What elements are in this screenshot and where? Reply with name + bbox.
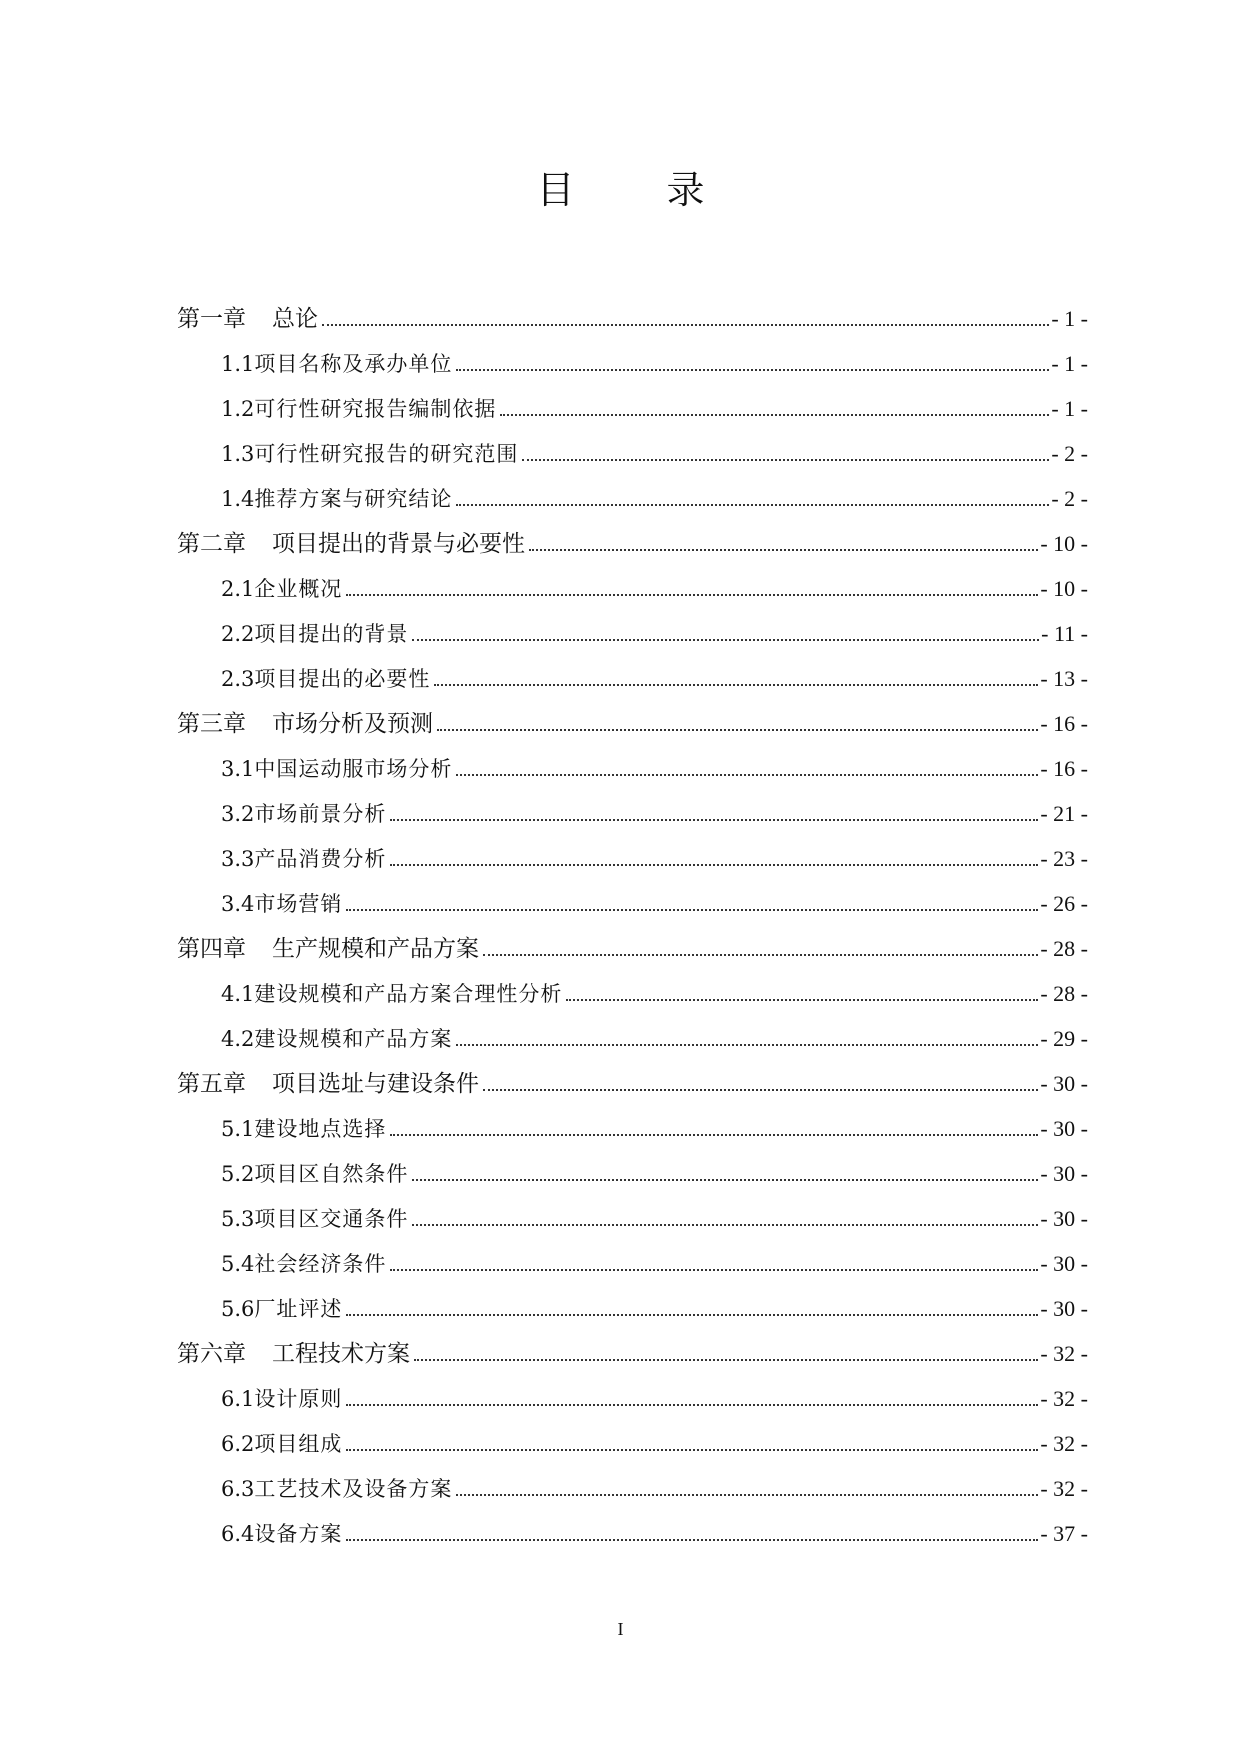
toc-section-entry[interactable] <box>177 1189 1088 1234</box>
toc-entry-title: 市场营销 <box>254 892 343 916</box>
toc-entry-page: - 32 - <box>1040 1341 1088 1366</box>
toc-entry-number: 4.2 <box>221 1027 255 1051</box>
toc-entry-page: - 13 - <box>1040 666 1088 691</box>
toc-entry-page: - 30 - <box>1040 1251 1088 1276</box>
toc-section-entry[interactable] <box>177 649 1088 694</box>
toc-section-entry[interactable] <box>177 1144 1088 1189</box>
toc-section-entry[interactable] <box>177 1369 1088 1414</box>
toc-entry-number: 3.3 <box>221 847 255 871</box>
toc-entry-page: - 30 - <box>1040 1116 1088 1141</box>
toc-entry-title: 项目区交通条件 <box>254 1207 409 1231</box>
toc-chapter-entry[interactable] <box>177 289 1088 334</box>
toc-entry-label <box>221 664 434 694</box>
toc-entry-label <box>221 1249 390 1279</box>
toc-entry-title: 市场前景分析 <box>254 802 387 826</box>
toc-section-entry[interactable] <box>177 424 1088 469</box>
toc-entry-title: 项目提出的背景与必要性 <box>272 531 525 557</box>
toc-entry-number: 4.1 <box>221 982 255 1006</box>
toc-dot-leader <box>346 1403 1038 1406</box>
toc-entry-number: 6.3 <box>221 1477 255 1501</box>
toc-dot-leader <box>456 368 1049 371</box>
toc-dot-leader <box>434 683 1038 686</box>
toc-entry-title: 工程技术方案 <box>272 1341 410 1367</box>
toc-entry-title: 产品消费分析 <box>254 847 387 871</box>
toc-entry-label <box>177 934 483 964</box>
toc-entry-page: - 30 - <box>1040 1296 1088 1321</box>
toc-entry-number: 第六章 <box>177 1341 246 1367</box>
toc-entry-title: 社会经济条件 <box>254 1252 387 1276</box>
toc-entry-number: 第五章 <box>177 1071 246 1097</box>
page-title: 目 录 <box>536 168 745 212</box>
toc-entry-page: - 1 - <box>1051 306 1088 331</box>
toc-entry-title: 推荐方案与研究结论 <box>254 487 453 511</box>
toc-dot-leader <box>456 1043 1038 1046</box>
toc-entry-number: 6.2 <box>221 1432 255 1456</box>
toc-entry-label <box>177 304 322 334</box>
toc-section-entry[interactable] <box>177 1234 1088 1279</box>
toc-dot-leader <box>456 1493 1038 1496</box>
toc-entry-page: - 16 - <box>1040 711 1088 736</box>
toc-entry-page: - 30 - <box>1040 1161 1088 1186</box>
toc-chapter-entry[interactable] <box>177 1054 1088 1099</box>
toc-entry-title: 厂址评述 <box>254 1297 343 1321</box>
toc-entry-page: - 32 - <box>1040 1431 1088 1456</box>
toc-entry-page: - 2 - <box>1051 441 1088 466</box>
toc-dot-leader <box>456 503 1049 506</box>
toc-entry-page: - 30 - <box>1040 1071 1088 1096</box>
toc-section-entry[interactable] <box>177 1414 1088 1459</box>
toc-dot-leader <box>483 1088 1038 1091</box>
toc-entry-title: 总论 <box>272 306 318 332</box>
toc-entry-label <box>221 484 456 514</box>
toc-entry-label <box>221 349 456 379</box>
toc-dot-leader <box>529 548 1038 551</box>
toc-entry-label <box>221 1384 346 1414</box>
toc-section-entry[interactable] <box>177 559 1088 604</box>
toc-section-entry[interactable] <box>177 739 1088 784</box>
toc-entry-title: 生产规模和产品方案 <box>272 936 479 962</box>
toc-entry-label <box>221 1519 346 1549</box>
toc-dot-leader <box>390 1133 1038 1136</box>
toc-section-entry[interactable] <box>177 784 1088 829</box>
toc-entry-number: 2.3 <box>221 667 255 691</box>
toc-entry-title: 可行性研究报告编制依据 <box>254 397 497 421</box>
toc-section-entry[interactable] <box>177 1504 1088 1549</box>
toc-dot-leader <box>390 863 1038 866</box>
toc-entry-number: 3.1 <box>221 757 255 781</box>
toc-entry-title: 中国运动服市场分析 <box>254 757 453 781</box>
toc-entry-number: 6.4 <box>221 1522 255 1546</box>
toc-entry-label <box>221 394 500 424</box>
toc-entry-number: 2.2 <box>221 622 255 646</box>
toc-dot-leader <box>346 908 1038 911</box>
toc-entry-label <box>221 1204 412 1234</box>
toc-dot-leader <box>390 818 1038 821</box>
toc-section-entry[interactable] <box>177 1279 1088 1324</box>
toc-chapter-entry[interactable] <box>177 919 1088 964</box>
toc-dot-leader <box>437 728 1038 731</box>
toc-entry-page: - 23 - <box>1040 846 1088 871</box>
toc-entry-number: 第一章 <box>177 306 246 332</box>
toc-entry-label <box>221 1294 346 1324</box>
toc-entry-page: - 29 - <box>1040 1026 1088 1051</box>
toc-dot-leader <box>412 1223 1038 1226</box>
toc-entry-label <box>177 1069 483 1099</box>
toc-entry-number: 1.4 <box>221 487 255 511</box>
toc-dot-leader <box>390 1268 1038 1271</box>
toc-entry-label <box>221 754 456 784</box>
toc-entry-label <box>221 1114 390 1144</box>
toc-dot-leader <box>322 323 1049 326</box>
toc-entry-label <box>221 889 346 919</box>
toc-entry-page: - 1 - <box>1051 396 1088 421</box>
toc-dot-leader <box>412 1178 1038 1181</box>
toc-dot-leader <box>456 773 1038 776</box>
toc-section-entry[interactable] <box>177 1009 1088 1054</box>
toc-entry-number: 1.2 <box>221 397 255 421</box>
toc-entry-label <box>221 1159 412 1189</box>
toc-entry-page: - 21 - <box>1040 801 1088 826</box>
toc-entry-title: 设计原则 <box>254 1387 343 1411</box>
toc-section-entry[interactable] <box>177 469 1088 514</box>
toc-entry-title: 项目选址与建设条件 <box>272 1071 479 1097</box>
toc-entry-label <box>221 1429 346 1459</box>
toc-entry-label <box>221 439 522 469</box>
table-of-contents <box>177 289 1088 1549</box>
toc-dot-leader <box>483 953 1038 956</box>
toc-entry-title: 项目区自然条件 <box>254 1162 409 1186</box>
toc-entry-label <box>177 709 437 739</box>
toc-entry-number: 5.6 <box>221 1297 255 1321</box>
toc-entry-page: - 11 - <box>1041 621 1088 646</box>
toc-dot-leader <box>522 458 1049 461</box>
toc-entry-number: 第三章 <box>177 711 246 737</box>
toc-entry-page: - 37 - <box>1040 1521 1088 1546</box>
toc-chapter-entry[interactable] <box>177 514 1088 559</box>
toc-entry-page: - 2 - <box>1051 486 1088 511</box>
toc-entry-page: - 10 - <box>1040 576 1088 601</box>
toc-entry-label <box>177 1339 414 1369</box>
toc-entry-number: 5.1 <box>221 1117 255 1141</box>
toc-dot-leader <box>412 638 1039 641</box>
toc-section-entry[interactable] <box>177 1099 1088 1144</box>
toc-entry-number: 2.1 <box>221 577 255 601</box>
toc-entry-label <box>221 979 566 1009</box>
toc-entry-number: 1.1 <box>221 352 255 376</box>
toc-section-entry[interactable] <box>177 379 1088 424</box>
toc-entry-title: 可行性研究报告的研究范围 <box>254 442 519 466</box>
toc-dot-leader <box>346 593 1038 596</box>
toc-entry-label <box>221 844 390 874</box>
toc-entry-label <box>221 1024 456 1054</box>
toc-entry-title: 项目提出的背景 <box>254 622 409 646</box>
toc-dot-leader <box>414 1358 1038 1361</box>
toc-dot-leader <box>346 1313 1038 1316</box>
toc-entry-page: - 26 - <box>1040 891 1088 916</box>
toc-entry-page: - 1 - <box>1051 351 1088 376</box>
toc-entry-page: - 16 - <box>1040 756 1088 781</box>
toc-section-entry[interactable] <box>177 334 1088 379</box>
toc-section-entry[interactable] <box>177 964 1088 1009</box>
toc-section-entry[interactable] <box>177 1459 1088 1504</box>
toc-entry-title: 市场分析及预测 <box>272 711 433 737</box>
toc-entry-label <box>177 529 529 559</box>
footer-page-number: I <box>617 1619 624 1639</box>
toc-dot-leader <box>566 998 1038 1001</box>
toc-entry-page: - 28 - <box>1040 981 1088 1006</box>
toc-entry-label <box>221 574 346 604</box>
toc-entry-title: 建设规模和产品方案 <box>254 1027 453 1051</box>
toc-dot-leader <box>346 1448 1038 1451</box>
toc-entry-title: 项目提出的必要性 <box>254 667 431 691</box>
toc-entry-page: - 32 - <box>1040 1386 1088 1411</box>
toc-entry-number: 3.2 <box>221 802 255 826</box>
toc-entry-number: 第二章 <box>177 531 246 557</box>
toc-entry-title: 工艺技术及设备方案 <box>254 1477 453 1501</box>
toc-entry-label <box>221 1474 456 1504</box>
toc-dot-leader <box>500 413 1049 416</box>
toc-entry-number: 5.3 <box>221 1207 255 1231</box>
toc-entry-number: 1.3 <box>221 442 255 466</box>
toc-entry-number: 6.1 <box>221 1387 255 1411</box>
toc-chapter-entry[interactable] <box>177 694 1088 739</box>
toc-section-entry[interactable] <box>177 874 1088 919</box>
toc-entry-page: - 32 - <box>1040 1476 1088 1501</box>
toc-entry-label <box>221 619 412 649</box>
toc-entry-page: - 30 - <box>1040 1206 1088 1231</box>
toc-entry-title: 企业概况 <box>254 577 343 601</box>
toc-dot-leader <box>346 1538 1038 1541</box>
toc-section-entry[interactable] <box>177 604 1088 649</box>
toc-entry-number: 5.4 <box>221 1252 255 1276</box>
toc-section-entry[interactable] <box>177 829 1088 874</box>
toc-entry-page: - 10 - <box>1040 531 1088 556</box>
toc-entry-title: 设备方案 <box>254 1522 343 1546</box>
toc-entry-title: 项目组成 <box>254 1432 343 1456</box>
toc-entry-title: 建设规模和产品方案合理性分析 <box>254 982 563 1006</box>
toc-chapter-entry[interactable] <box>177 1324 1088 1369</box>
toc-entry-number: 5.2 <box>221 1162 255 1186</box>
toc-entry-number: 3.4 <box>221 892 255 916</box>
toc-entry-page: - 28 - <box>1040 936 1088 961</box>
toc-entry-title: 项目名称及承办单位 <box>254 352 453 376</box>
toc-entry-label <box>221 799 390 829</box>
toc-entry-number: 第四章 <box>177 936 246 962</box>
toc-entry-title: 建设地点选择 <box>254 1117 387 1141</box>
